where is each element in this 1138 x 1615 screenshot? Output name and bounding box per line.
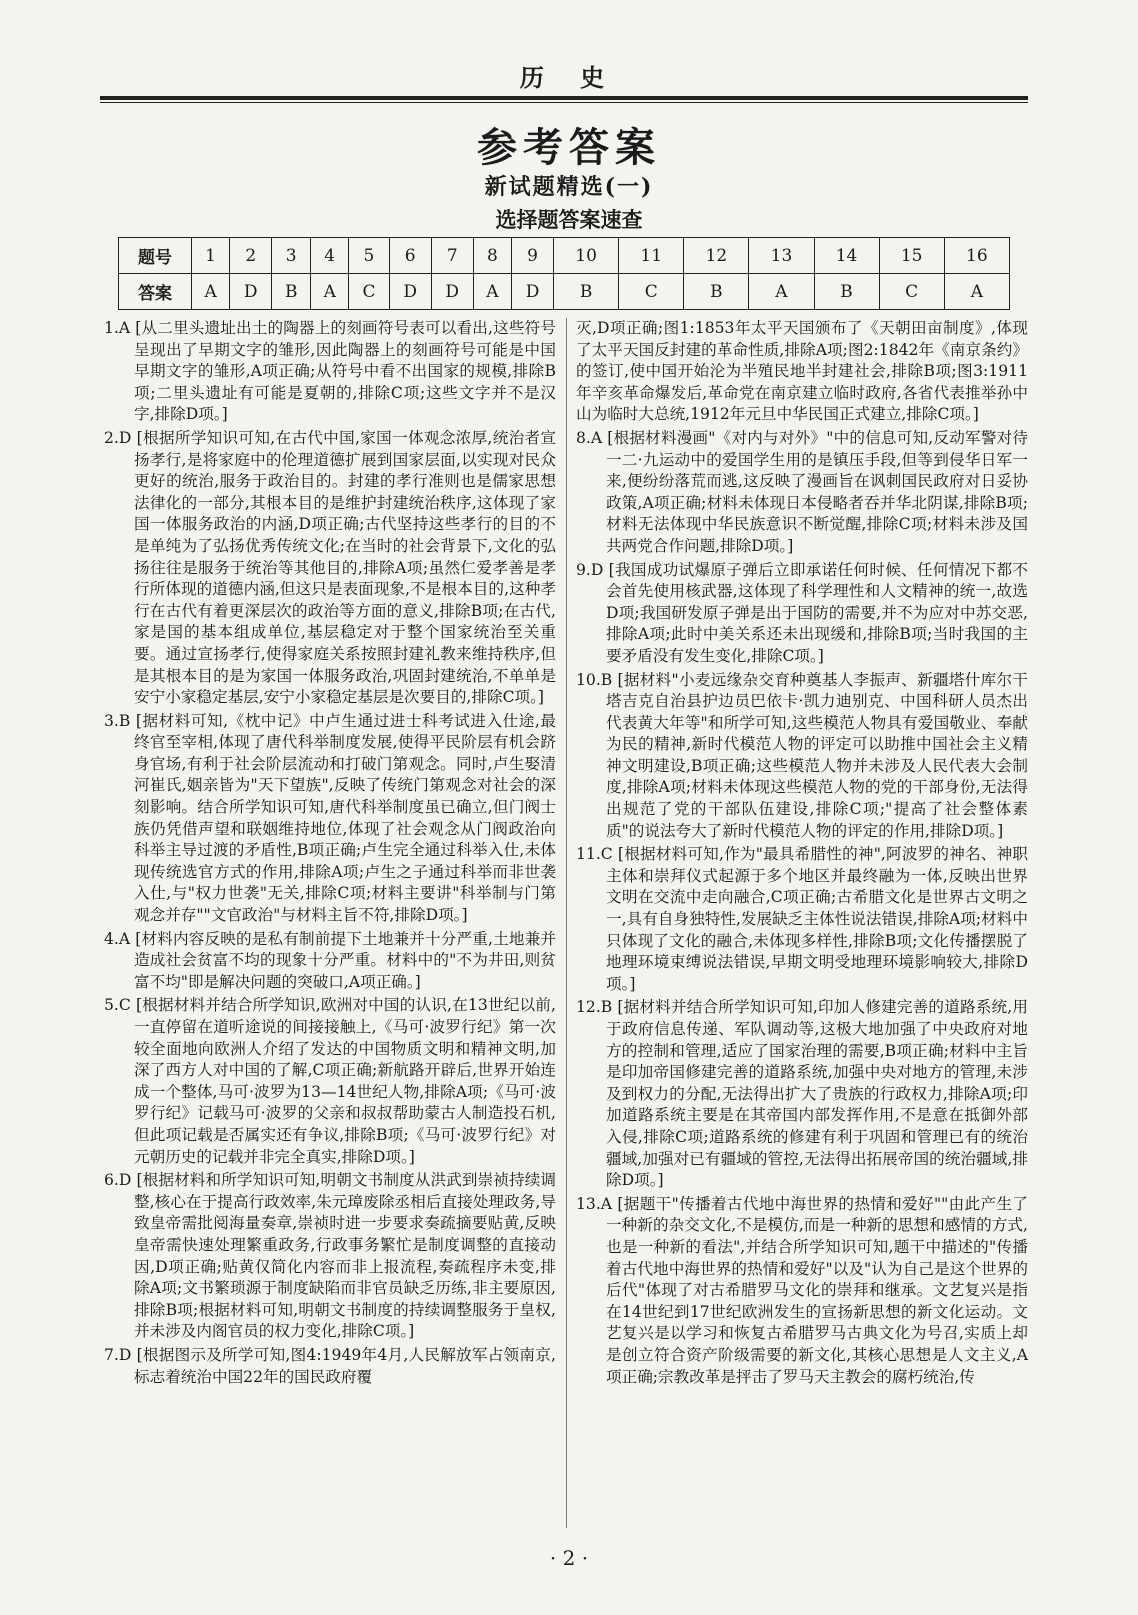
question-number-cell: 14	[814, 238, 879, 274]
header-rule-thin	[100, 102, 1028, 103]
answer-explanation	[576, 670, 1028, 843]
answer-explanation	[576, 318, 1028, 426]
explanation-text: [据材料"小麦远缘杂交育种奠基人李振声、新疆塔什库尔干塔吉克自治县护边员巴依卡·凯力迪别克、中国科研人员杰出代表黄大年等"和所学可知,这些模范人物具有爱国敬业、奉献为民的精神,新时代模范人物的评定可以助推中国社会主义精神文明建设,B项正确;这些模范人物并未涉及人民代表大会制度,排除A项;材料未体现这些模范人物的党的干部身份,无法得出规范了党的干部队伍建设,排除C项;"提高了社会整体素质"的说法夸大了新时代模范人物的评定的作用,排除D项。]	[606, 670, 1028, 840]
answer-explanation	[104, 929, 556, 994]
question-number: 2.D	[104, 428, 132, 447]
question-number-cell: 7	[431, 238, 473, 274]
question-number-cell: 10	[554, 238, 619, 274]
question-number-cell: 5	[349, 238, 389, 274]
header-rule-thick	[100, 96, 1028, 100]
question-number: 5.C	[104, 996, 131, 1015]
explanation-text: [从二里头遗址出土的陶器上的刻画符号表可以看出,这些符号呈现出了早期文字的雏形,因此陶器上的刻画符号可能是中国早期文字的雏形,A项正确;从符号中看不出国家的规模,排除B项;二里头遗址有可能是夏朝的,排除C项;这些文字并不是汉字,排除D项。]	[134, 319, 556, 424]
answer-explanation	[576, 560, 1028, 668]
section-title: 选择题答案速查	[495, 208, 643, 232]
explanation-text: [据材料并结合所学知识可知,印加人修建完善的道路系统,用于政府信息传递、军队调动等,这极大地加强了中央政府对地方的控制和管理,适应了国家治理的需要,B项正确;材料中主旨是印加帝国修建完善的道路系统,加强中央对地方的管理,未涉及到权力的分配,无法得出扩大了贵族的行政权力,排除A项;印加道路系统主要是在其帝国内部发挥作用,不是意在抵御外部入侵,排除C项;道路系统的修建有利于巩固和管理已有的统治疆域,加强对已有疆域的管控,无法得出拓展帝国的统治疆域,排除D项。]	[606, 998, 1028, 1190]
answer-explanation	[576, 428, 1028, 558]
answer-explanation	[104, 1170, 556, 1343]
question-number: 10.B	[576, 670, 613, 689]
answer-row	[119, 274, 1010, 310]
answer-cell: A	[749, 274, 814, 310]
explanation-text: [据题干"传播着古代地中海世界的热情和爱好""由此产生了一种新的杂交文化,不是模仿,而是一种新的思想和感情的方式,也是一种新的看法",并结合所学知识可知,题干中描述的"传播着古代地中海世界的热情和爱好"以及"认为自己是这个世界的后代"体现了对古希腊罗马文化的崇拜和继承。文艺复兴是指在14世纪到17世纪欧洲发生的宣扬新思想的新文化运动。文艺复兴是以学习和恢复古希腊罗马古典文化为号召,实质上却是创立符合资产阶级需要的新文化,其核心思想是人文主义,A项正确;宗教改革是抨击了罗马天主教会的腐朽统治,传	[606, 1194, 1028, 1386]
answer-cell: B	[684, 274, 749, 310]
question-number-cell: 4	[311, 238, 349, 274]
question-number-cell: 1	[192, 238, 230, 274]
explanation-text: [据材料可知,《枕中记》中卢生通过进士科考试进入仕途,最终官至宰相,体现了唐代科举制度发展,使得平民阶层有机会跻身官场,有利于社会阶层流动和打破门第观念。同时,卢生娶清河崔氏,姻亲皆为"天下望族",反映了传统门第观念对社会的深刻影响。结合所学知识可知,唐代科举制度虽已确立,但门阀士族仍凭借声望和联姻维持地位,体现了社会观念从门阀政治向科举主导过渡的矛盾性,B项正确;卢生完全通过科举入仕,未体现传统选官方式的作用,排除A项;卢生之子通过科举而非世袭入仕,与"权力世袭"无关,排除C项;材料主要讲"科举制与门第观念并存""文官政治"与材料主旨不符,排除D项。]	[134, 711, 556, 925]
answer-cell: B	[272, 274, 311, 310]
question-number-cell: 3	[272, 238, 311, 274]
question-number-row	[119, 238, 1010, 274]
answer-explanation	[576, 1194, 1028, 1388]
question-number-cell: 12	[684, 238, 749, 274]
question-number: 4.A	[104, 929, 131, 948]
explanation-text: [根据所学知识可知,在古代中国,家国一体观念浓厚,统治者宣扬孝行,是将家庭中的伦理道德扩展到国家层面,以实现对民众更好的统治,服务于政治目的。封建的孝行准则也是儒家思想法律化的一部分,其根本目的是维护封建统治秩序,这体现了家国一体服务政治的内涵,D项正确;古代坚持这些孝行的目的不是单纯为了弘扬优秀传统文化;在当时的社会背景下,文化的弘扬往往是服务于统治等其他目的,排除A项;虽然仁爱孝善是孝行所体现的道德内涵,但这只是表面现象,不是根本目的,这种孝行在古代有着更深层次的政治等方面的意义,排除B项;在古代,家是国的基本组成单位,基层稳定对于整个国家统治至关重要。通过宣扬孝行,使得家庭关系按照封建礼教来维持秩序,但是其根本目的是为家国一体服务政治,巩固封建统治,不单单是安宁小家稳定基层,安宁小家稳定基层是次要目的,排除C项。]	[134, 428, 556, 707]
column-divider	[566, 318, 567, 1528]
row-label-answer: 答案	[119, 274, 192, 310]
explanation-text: [根据材料并结合所学知识,欧洲对中国的认识,在13世纪以前,一直停留在道听途说的间接接触上,《马可·波罗行纪》第一次较全面地向欧洲人介绍了发达的中国物质文明和精神文明,加深了西方人对中国的了解,C项正确;新航路开辟后,世界开始连成一个整体,马可·波罗为13—14世纪人物,排除A项;《马可·波罗行纪》记载马可·波罗的父亲和叔叔帮助蒙古人制造投石机,但此项记载是否属实还有争议,排除B项;《马可·波罗行纪》对元朝历史的记载并非完全真实,排除D项。]	[134, 996, 556, 1166]
answer-cell: C	[879, 274, 944, 310]
answer-explanation	[104, 428, 556, 709]
page-title: 参考答案	[477, 124, 661, 171]
question-number: 1.A	[104, 319, 131, 337]
answer-cell: A	[944, 274, 1009, 310]
answer-cell: D	[230, 274, 272, 310]
answer-cell: A	[311, 274, 349, 310]
explanation-text: 灭,D项正确;图1:1853年太平天国颁布了《天朝田亩制度》,体现了太平天国反封建的革命性质,排除A项;图2:1842年《南京条约》的签订,使中国开始沦为半殖民地半封建社会,排除B项;图3:1911年辛亥革命爆发后,革命党在南京建立临时政府,各省代表推举孙中山为临时大总统,1912年元旦中华民国正式建立,排除C项。]	[576, 319, 1028, 424]
question-number-cell: 8	[473, 238, 511, 274]
right-column	[576, 318, 1028, 1528]
question-number-cell: 16	[944, 238, 1009, 274]
answer-cell: D	[511, 274, 553, 310]
answer-explanation	[104, 711, 556, 927]
answer-explanation	[104, 1345, 556, 1388]
question-number: 13.A	[576, 1194, 613, 1213]
question-number-cell: 11	[619, 238, 684, 274]
question-number-cell: 9	[511, 238, 553, 274]
explanation-text: [根据材料和所学知识可知,明朝文书制度从洪武到崇祯持续调整,核心在于提高行政效率,朱元璋废除丞相后直接处理政务,导致皇帝需批阅海量奏章,崇祯时进一步要求奏疏摘要贴黄,反映皇帝需快速处理繁重政务,行政事务繁忙是制度调整的直接动因,D项正确;贴黄仅简化内容而非上报流程,奏疏程序未变,排除A项;文书繁琐源于制度缺陷而非官员缺乏历练,非主要原因,排除B项;根据材料可知,明朝文书制度的持续调整服务于皇权,并未涉及内阁官员的权力变化,排除C项。]	[134, 1171, 556, 1341]
question-number-cell: 13	[749, 238, 814, 274]
question-number: 7.D	[104, 1345, 132, 1364]
explanation-text: [我国成功试爆原子弹后立即承诺任何时候、任何情况下都不会首先使用核武器,这体现了科学理性和人文精神的统一,故选D项;我国研发原子弹是出于国防的需要,并不为应对中苏交恶,排除A项;此时中美关系还未出现缓和,排除B项;当时我国的主要矛盾没有发生变化,排除C项。]	[606, 560, 1028, 665]
answer-cell: C	[619, 274, 684, 310]
left-column	[104, 318, 556, 1518]
question-number: 8.A	[576, 428, 603, 447]
answer-explanation	[104, 318, 556, 426]
answer-cell: D	[389, 274, 431, 310]
answer-explanation	[104, 995, 556, 1168]
explanation-text: [根据材料可知,作为"最具希腊性的神",阿波罗的神名、神职主体和崇拜仪式起源于多个地区并最终融为一体,反映出世界文明在交流中走向融合,C项正确;古希腊文化是世界古文明之一,具有自身独特性,发展缺乏主体性说法错误,排除A项;材料中只体现了文化的融合,未体现多样性,排除B项;文化传播摆脱了地理环境束缚说法错误,早期文明受地理环境影响较大,排除D项。]	[606, 845, 1028, 993]
question-number-cell: 2	[230, 238, 272, 274]
answer-explanation	[576, 844, 1028, 995]
page-subtitle: 新试题精选(一)	[484, 174, 654, 200]
answer-cell: C	[349, 274, 389, 310]
answer-cell: B	[814, 274, 879, 310]
answer-table	[118, 237, 1010, 310]
answer-explanation	[576, 997, 1028, 1191]
question-number: 3.B	[104, 711, 131, 730]
row-label-question: 题号	[119, 238, 192, 274]
question-number-cell: 6	[389, 238, 431, 274]
question-number: 6.D	[104, 1171, 132, 1190]
question-number: 9.D	[576, 560, 604, 579]
question-number: 12.B	[576, 998, 613, 1017]
question-number: 11.C	[576, 845, 613, 864]
subject-header: 历 史	[519, 63, 619, 92]
answer-cell: D	[431, 274, 473, 310]
answer-cell: A	[192, 274, 230, 310]
question-number-cell: 15	[879, 238, 944, 274]
answer-cell: A	[473, 274, 511, 310]
answer-cell: B	[554, 274, 619, 310]
explanation-text: [材料内容反映的是私有制前提下土地兼并十分严重,土地兼并造成社会贫富不均的现象十分严重。材料中的"不为井田,则贫富不均"即是解决问题的突破口,A项正确。]	[134, 929, 556, 991]
explanation-text: [根据材料漫画"《对内与对外》"中的信息可知,反动军警对待一二·九运动中的爱国学生用的是镇压手段,但等到侵华日军一来,便纷纷落荒而逃,这反映了漫画旨在讽刺国民政府对日妥协政策,A项正确;材料未体现日本侵略者吞并华北阴谋,排除B项;材料无法体现中华民族意识不断觉醒,排除C项;材料未涉及国共两党合作问题,排除D项。]	[606, 428, 1028, 555]
page-number: · 2 ·	[549, 1546, 589, 1570]
explanation-text: [根据图示及所学可知,图4:1949年4月,人民解放军占领南京,标志着统治中国22年的国民政府覆	[134, 1345, 556, 1386]
